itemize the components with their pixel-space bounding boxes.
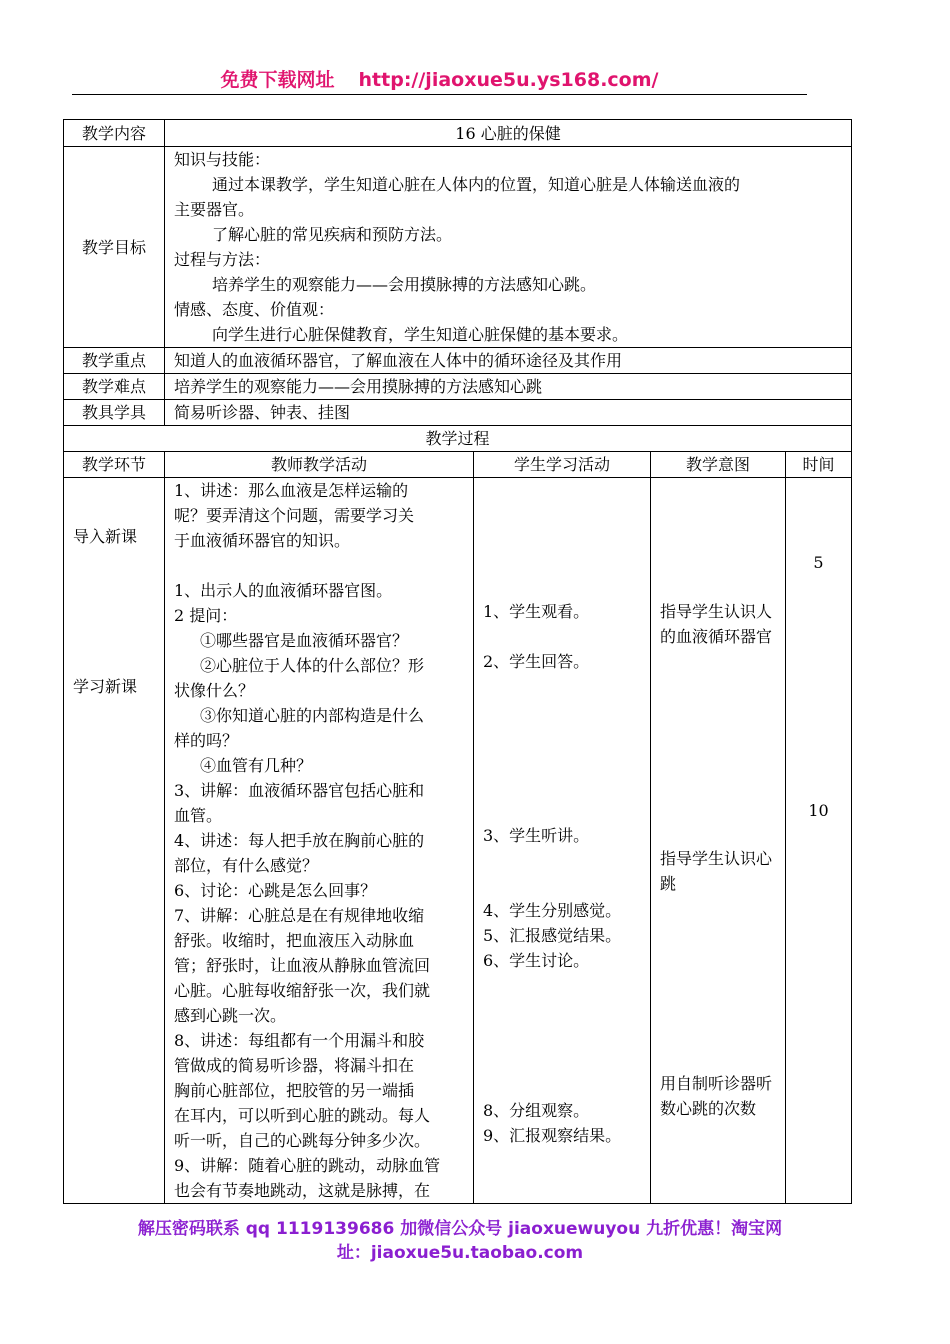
student-line: 4、学生分别感觉。 [483,901,622,920]
content-label: 教学内容 [64,120,165,147]
student-activity-column [474,478,651,1204]
goal-text: 了解心脏的常见疾病和预防方法。 [212,225,453,244]
teacher-line: 2 提问： [174,606,238,625]
difficulty-row [64,374,852,400]
footer-line[interactable]: 址：jiaoxue5u.taobao.com [336,1243,584,1263]
teacher-line: 血管。 [174,806,223,825]
teacher-line: 也会有节奏地跳动，这就是脉搏，在 [174,1181,431,1200]
teacher-line: 1、出示人的血液循环器官图。 [174,581,393,600]
col-header-teacher: 教师教学活动 [165,452,474,478]
stage-new-lesson: 学习新课 [73,677,138,696]
teacher-line: 状像什么？ [174,681,255,700]
teacher-line: 在耳内，可以听到心脏的跳动。每人 [174,1106,431,1125]
teacher-line: 感到心跳一次。 [174,1006,287,1025]
teacher-line: 听一听，自己的心跳每分钟多少次。 [174,1131,431,1150]
difficulty-label: 教学难点 [64,374,165,400]
content-value: 16 心脏的保健 [165,120,852,147]
time-column [786,478,852,1204]
teacher-line: ③你知道心脏的内部构造是什么 [200,706,425,725]
footer-line: 解压密码联系 qq 1119139686 加微信公众号 jiaoxuewuyou 九折优惠！淘宝网 [137,1219,783,1239]
stage-intro: 导入新课 [73,527,138,546]
goal-label: 教学目标 [64,147,165,348]
goal-row [64,147,852,348]
goal-text: 主要器官。 [174,200,255,219]
student-line: 3、学生听讲。 [483,826,590,845]
teacher-line: ①哪些器官是血液循环器官？ [200,631,409,650]
intent-text: 用自制听诊器听数心跳的次数 [660,1074,773,1118]
teacher-line: 样的吗？ [174,731,239,750]
key-row [64,348,852,374]
teacher-line: 1、讲述：那么血液是怎样运输的 [174,481,409,500]
col-header-student: 学生学习活动 [474,452,651,478]
teacher-line: 8、讲述：每组都有一个用漏斗和胶 [174,1031,425,1050]
goal-text: 培养学生的观察能力——会用摸脉搏的方法感知心跳。 [212,275,597,294]
process-title-row [64,426,852,452]
teacher-line: 心脏。心脏每收缩舒张一次，我们就 [174,981,431,1000]
student-line: 9、汇报观察结果。 [483,1126,622,1145]
teacher-line: 胸前心脏部位，把胶管的另一端插 [174,1081,415,1100]
header-url[interactable]: http://jiaoxue5u.ys168.com/ [358,69,659,91]
teacher-line: 7、讲解：心脏总是在有规律地收缩 [174,906,425,925]
col-header-intent: 教学意图 [651,452,786,478]
teacher-line: 4、讲述：每人把手放在胸前心脏的 [174,831,425,850]
difficulty-value: 培养学生的观察能力——会用摸脉搏的方法感知心跳 [165,374,852,400]
goal-heading-knowledge: 知识与技能： [174,150,271,169]
goal-heading-process: 过程与方法： [174,250,271,269]
intent-text: 指导学生认识心跳 [660,849,773,893]
header-label: 免费下载网址 [220,69,335,91]
teacher-line: 管做成的简易听诊器，将漏斗扣在 [174,1056,415,1075]
student-line: 1、学生观看。 [483,602,590,621]
teacher-activity-column [165,478,474,1204]
student-line: 2、学生回答。 [483,652,590,671]
time-value: 10 [808,801,829,820]
goal-heading-emotion: 情感、态度、价值观： [174,300,335,319]
tools-row [64,400,852,426]
teacher-line: 管；舒张时，让血液从静脉血管流回 [174,956,431,975]
time-value: 5 [813,553,824,572]
lesson-plan-table [63,119,852,1204]
teacher-line: ②心脏位于人体的什么部位？形 [200,656,425,675]
page-footer [60,1217,860,1265]
student-line: 5、汇报感觉结果。 [483,926,622,945]
intent-column [651,478,786,1204]
process-row [64,478,852,1204]
teacher-line: 3、讲解：血液循环器官包括心脏和 [174,781,425,800]
teacher-line: 部位，有什么感觉？ [174,856,319,875]
key-label: 教学重点 [64,348,165,374]
goal-text: 向学生进行心脏保健教育，学生知道心脏保健的基本要求。 [212,325,629,344]
col-header-time: 时间 [786,452,852,478]
content-row [64,120,852,147]
col-header-stage: 教学环节 [64,452,165,478]
teacher-line: ④血管有几种？ [200,756,313,775]
column-header-row [64,452,852,478]
teacher-line: 舒张。收缩时，把血液压入动脉血 [174,931,415,950]
goal-text: 通过本课教学，学生知道心脏在人体内的位置，知道心脏是人体输送血液的 [212,175,741,194]
teacher-line: 于血液循环器官的知识。 [174,531,351,550]
tools-label: 教具学具 [64,400,165,426]
teacher-line: 9、讲解：随着心脏的跳动，动脉血管 [174,1156,441,1175]
teacher-line: 6、讨论：心跳是怎么回事？ [174,881,377,900]
process-title: 教学过程 [64,426,852,452]
page-header [72,66,807,95]
goal-content [165,147,852,348]
key-value: 知道人的血液循环器官，了解血液在人体中的循环途径及其作用 [165,348,852,374]
teacher-line: 呢？要弄清这个问题，需要学习关 [174,506,415,525]
teacher-line-blank [174,553,464,578]
intent-text: 指导学生认识人的血液循环器官 [660,602,773,646]
stage-column [64,478,165,1204]
student-line: 8、分组观察。 [483,1101,590,1120]
student-line: 6、学生讨论。 [483,951,590,970]
tools-value: 简易听诊器、钟表、挂图 [165,400,852,426]
